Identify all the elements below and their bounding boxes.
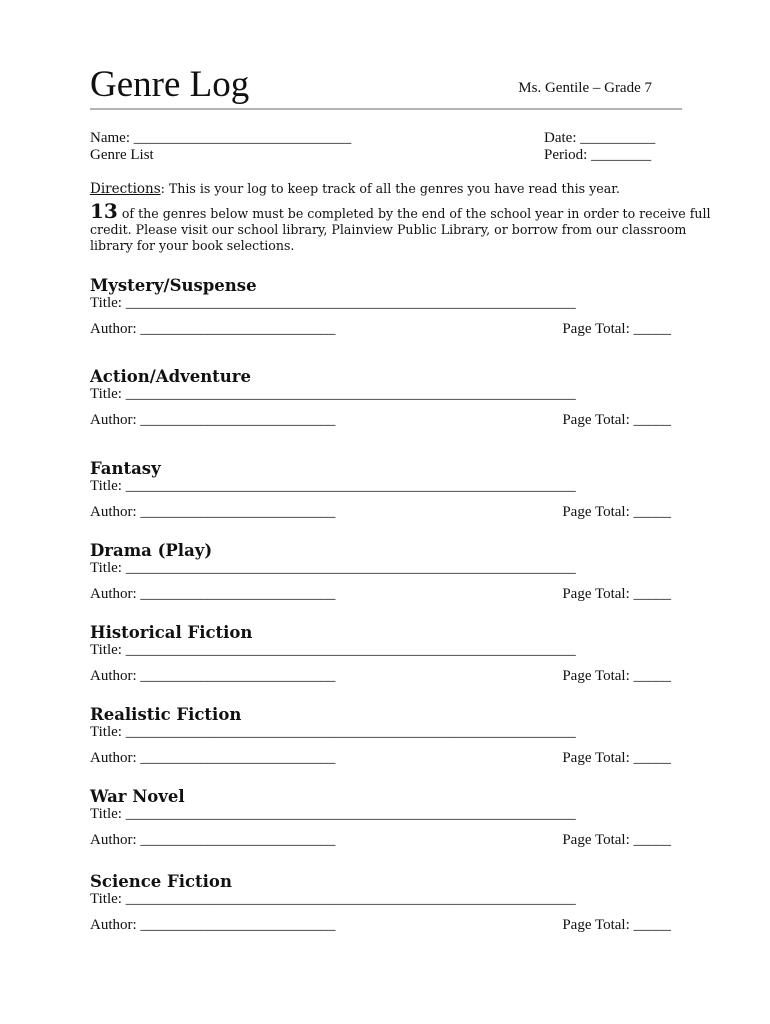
directions-text-1: : This is your log to keep track of all the genres you have read this year. (160, 181, 620, 196)
genre-section-scifi (90, 872, 675, 932)
directions-line-4: library for your book selections. (90, 238, 295, 253)
page-total-field: Page Total: _____ (562, 917, 671, 933)
title-field: Title: ____________________________________________________________ (90, 560, 576, 576)
page-total-field: Page Total: _____ (562, 586, 671, 602)
directions-line-1 (90, 181, 680, 197)
title-field: Title: ____________________________________________________________ (90, 386, 576, 402)
genre-name: Mystery/Suspense (90, 276, 257, 295)
author-field: Author: __________________________ (90, 832, 336, 848)
date-field: Date: __________ (544, 130, 656, 146)
directions-label: Directions (90, 181, 161, 197)
genre-name: Action/Adventure (90, 367, 251, 386)
genre-section-fantasy (90, 459, 675, 519)
genre-name: Historical Fiction (90, 623, 253, 642)
genre-name: Realistic Fiction (90, 705, 242, 724)
genre-section-action (90, 367, 675, 427)
title-field: Title: ____________________________________________________________ (90, 478, 576, 494)
name-field: Name: _____________________________ (90, 130, 352, 146)
title-field: Title: ____________________________________________________________ (90, 806, 576, 822)
title-field: Title: ____________________________________________________________ (90, 891, 576, 907)
genre-section-mystery (90, 276, 675, 336)
author-field: Author: __________________________ (90, 917, 336, 933)
period-field: Period: ________ (544, 147, 652, 163)
directions-text-2: of the genres below must be completed by the end of the school year in order to receive full (117, 206, 711, 221)
genre-name: Fantasy (90, 459, 161, 478)
author-field: Author: __________________________ (90, 750, 336, 766)
page-total-field: Page Total: _____ (562, 412, 671, 428)
genre-list-label: Genre List (90, 147, 154, 163)
page-total-field: Page Total: _____ (562, 750, 671, 766)
author-field: Author: __________________________ (90, 668, 336, 684)
genre-section-war (90, 787, 675, 847)
author-field: Author: __________________________ (90, 412, 336, 428)
directions-line-2 (90, 199, 711, 223)
genre-name: War Novel (90, 787, 185, 806)
directions (90, 181, 711, 254)
author-field: Author: __________________________ (90, 586, 336, 602)
author-field: Author: __________________________ (90, 504, 336, 520)
page-total-field: Page Total: _____ (562, 668, 671, 684)
title-field: Title: ____________________________________________________________ (90, 295, 576, 311)
genre-section-historical (90, 623, 675, 683)
author-field: Author: __________________________ (90, 321, 336, 337)
genre-name: Science Fiction (90, 872, 232, 891)
genre-section-realistic (90, 705, 675, 765)
title-field: Title: ____________________________________________________________ (90, 642, 576, 658)
title-field: Title: ____________________________________________________________ (90, 724, 576, 740)
page-total-field: Page Total: _____ (562, 504, 671, 520)
teacher-grade: Ms. Gentile – Grade 7 (518, 80, 652, 96)
genre-count: 13 (90, 199, 118, 223)
directions-line-3: credit. Please visit our school library, Plainview Public Library, or borrow from our classroom (90, 222, 687, 237)
genre-name: Drama (Play) (90, 541, 213, 560)
page-total-field: Page Total: _____ (562, 321, 671, 337)
page-header (90, 64, 682, 110)
page-title: Genre Log (90, 64, 250, 105)
genre-section-drama (90, 541, 675, 601)
page-total-field: Page Total: _____ (562, 832, 671, 848)
